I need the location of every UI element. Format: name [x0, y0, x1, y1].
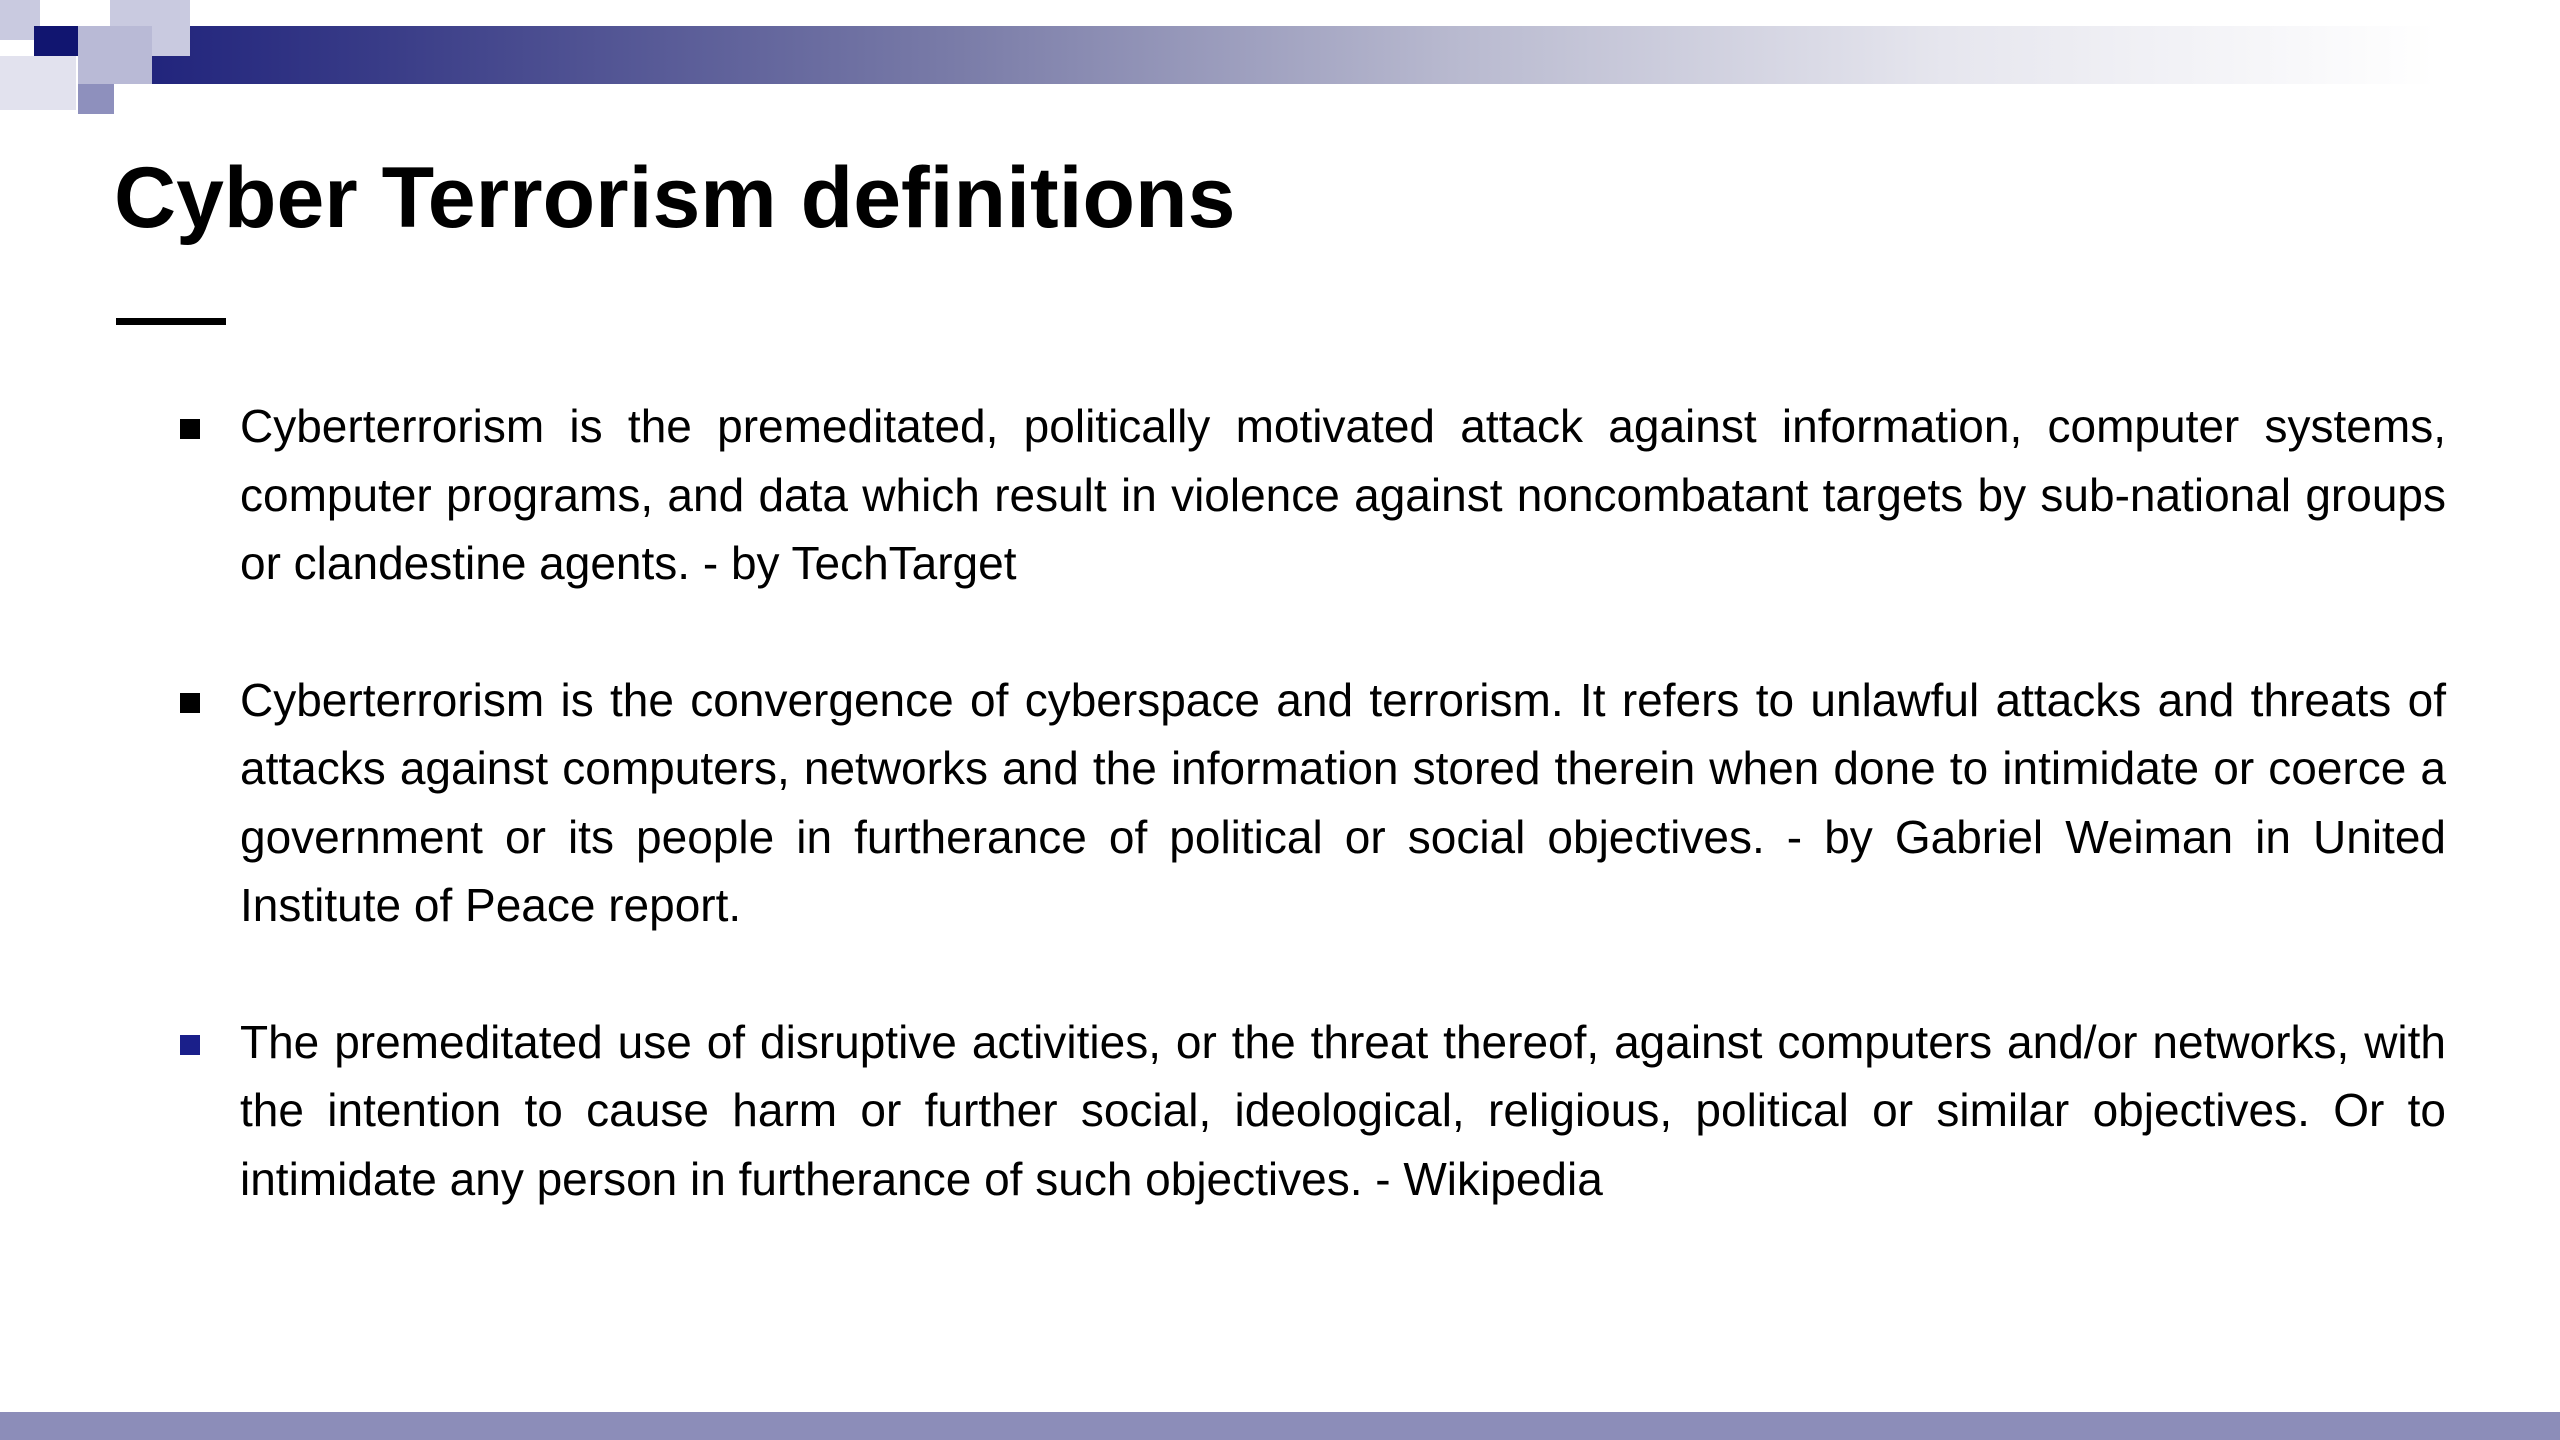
- decorative-square: [34, 26, 78, 56]
- definition-text: The premeditated use of disruptive activities, or the threat thereof, against computers and/or networks, with the intention to cause harm or further social, ideological, religious, political or similar objectives. Or to intimidate any person in furtherance of such objectives. - Wikipedia: [240, 1015, 2446, 1205]
- footer-band: [0, 1412, 2560, 1440]
- decorative-square: [78, 26, 152, 84]
- definition-item: [178, 392, 2446, 598]
- decorative-square: [0, 56, 76, 110]
- square-bullet-icon: [180, 419, 200, 439]
- definitions-list: [178, 392, 2446, 1281]
- header-gradient-band: [98, 26, 2560, 84]
- definition-text: Cyberterrorism is the convergence of cyberspace and terrorism. It refers to unlawful attacks and threats of attacks against computers, networks and the information stored therein when done to intimidate or coerce a government or its people in furtherance of political or social objectives. - by Gabriel Weiman in United Institute of Peace report.: [240, 673, 2446, 931]
- definition-item: [178, 666, 2446, 940]
- title-underline: [116, 318, 226, 325]
- slide-title: Cyber Terrorism definitions: [114, 150, 1236, 246]
- square-bullet-icon: [180, 1035, 200, 1055]
- square-bullet-icon: [180, 693, 200, 713]
- decorative-square: [78, 84, 114, 114]
- definition-item: [178, 1008, 2446, 1214]
- definition-text: Cyberterrorism is the premeditated, politically motivated attack against information, computer systems, computer programs, and data which result in violence against noncombatant targets by sub-national groups or clandestine agents. - by TechTarget: [240, 400, 2446, 589]
